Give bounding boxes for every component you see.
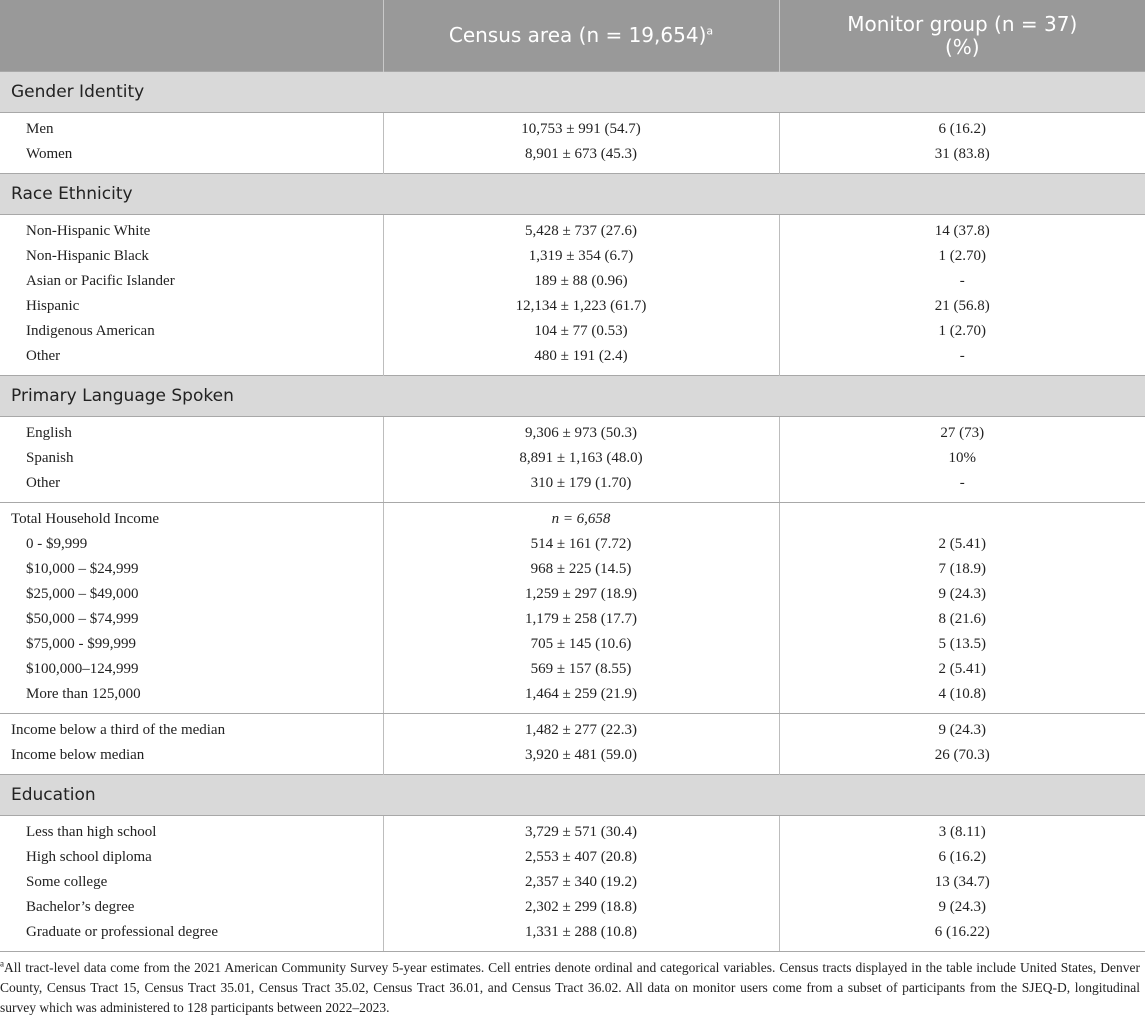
monitor-value: 27 (73) bbox=[940, 425, 985, 441]
monitor-value: 2 (5.41) bbox=[938, 536, 986, 552]
table-row bbox=[0, 895, 1145, 920]
table-row bbox=[0, 417, 1145, 447]
census-value: 1,331 ± 288 (10.8) bbox=[383, 920, 779, 952]
table-row bbox=[0, 215, 1145, 245]
monitor-value: 21 (56.8) bbox=[934, 298, 990, 314]
monitor-value: - bbox=[959, 348, 965, 364]
monitor-value: 6 (16.2) bbox=[938, 121, 986, 137]
row-label: Spanish bbox=[0, 446, 383, 471]
row-label: Income below median bbox=[0, 743, 383, 775]
footnote-text: All tract-level data come from the 2021 American Community Survey 5-year estimates. Cell entries denote ordinal and categorical variables. Census tracts displayed in the table include United States, Denver County, Census Tract 15, Census Tract 35.01, Census Tract 35.02, Census Tract 36.01, and Census Tract 36.02. All data on monitor users come from a subset of participants from the SJEQ-D, longitudinal survey which was administered to 128 participants between 2022–2023. bbox=[0, 960, 1140, 1015]
monitor-value: 10% bbox=[948, 450, 976, 466]
row-label: $50,000 – $74,999 bbox=[0, 607, 383, 632]
table-row bbox=[0, 244, 1145, 269]
table-row bbox=[0, 607, 1145, 632]
header-variable bbox=[0, 0, 383, 72]
census-value: 2,357 ± 340 (19.2) bbox=[383, 870, 779, 895]
census-value: 1,319 ± 354 (6.7) bbox=[383, 244, 779, 269]
monitor-value: 9 (24.3) bbox=[938, 722, 986, 738]
census-value: 3,920 ± 481 (59.0) bbox=[383, 743, 779, 775]
monitor-value: - bbox=[959, 273, 965, 289]
census-value: 310 ± 179 (1.70) bbox=[383, 471, 779, 503]
row-label: More than 125,000 bbox=[0, 682, 383, 714]
section-title: Primary Language Spoken bbox=[0, 376, 1145, 417]
census-value: 12,134 ± 1,223 (61.7) bbox=[383, 294, 779, 319]
header-census-label: Census area (n = 19,654) bbox=[448, 23, 707, 47]
census-value: 968 ± 225 (14.5) bbox=[383, 557, 779, 582]
census-value: 8,891 ± 1,163 (48.0) bbox=[383, 446, 779, 471]
table-row bbox=[0, 471, 1145, 503]
monitor-value: 2 (5.41) bbox=[938, 661, 986, 677]
row-label: Men bbox=[0, 113, 383, 143]
header-monitor-unit: (%) bbox=[944, 34, 980, 59]
census-value: 2,302 ± 299 (18.8) bbox=[383, 895, 779, 920]
row-label: Other bbox=[0, 344, 383, 376]
census-value: 9,306 ± 973 (50.3) bbox=[383, 417, 779, 447]
table-row bbox=[0, 845, 1145, 870]
table-row bbox=[0, 657, 1145, 682]
row-label: $75,000 - $99,999 bbox=[0, 632, 383, 657]
footnote-marker: a bbox=[706, 24, 714, 38]
row-label: Indigenous American bbox=[0, 319, 383, 344]
census-value: 1,179 ± 258 (17.7) bbox=[383, 607, 779, 632]
income-monitor-blank bbox=[779, 503, 1145, 533]
income-header-row bbox=[0, 503, 1145, 533]
monitor-value: 6 (16.2) bbox=[938, 849, 986, 865]
header-monitor-group bbox=[779, 0, 1145, 72]
row-label: Less than high school bbox=[0, 816, 383, 846]
monitor-value: 26 (70.3) bbox=[934, 747, 990, 763]
monitor-value: 1 (2.70) bbox=[938, 323, 986, 339]
row-label: Women bbox=[0, 142, 383, 174]
section-header-race bbox=[0, 174, 1145, 215]
table-row bbox=[0, 632, 1145, 657]
row-label: Bachelor’s degree bbox=[0, 895, 383, 920]
census-value: 480 ± 191 (2.4) bbox=[383, 344, 779, 376]
table-row bbox=[0, 532, 1145, 557]
table-row bbox=[0, 269, 1145, 294]
income-sample-size: n = 6,658 bbox=[383, 503, 779, 533]
row-label: Income below a third of the median bbox=[0, 714, 383, 744]
row-label: $100,000–124,999 bbox=[0, 657, 383, 682]
monitor-value: 5 (13.5) bbox=[938, 636, 986, 652]
table-row bbox=[0, 113, 1145, 143]
census-value: 2,553 ± 407 (20.8) bbox=[383, 845, 779, 870]
census-value: 1,482 ± 277 (22.3) bbox=[383, 714, 779, 744]
table-row bbox=[0, 870, 1145, 895]
monitor-value: 9 (24.3) bbox=[938, 899, 986, 915]
row-label: Graduate or professional degree bbox=[0, 920, 383, 952]
table-header-row bbox=[0, 0, 1145, 72]
table-row bbox=[0, 816, 1145, 846]
census-value: 8,901 ± 673 (45.3) bbox=[383, 142, 779, 174]
census-value: 1,259 ± 297 (18.9) bbox=[383, 582, 779, 607]
table-footnote bbox=[0, 958, 1140, 1018]
census-value: 514 ± 161 (7.72) bbox=[383, 532, 779, 557]
census-value: 1,464 ± 259 (21.9) bbox=[383, 682, 779, 714]
census-value: 705 ± 145 (10.6) bbox=[383, 632, 779, 657]
table-row bbox=[0, 557, 1145, 582]
row-label: English bbox=[0, 417, 383, 447]
monitor-value: 1 (2.70) bbox=[938, 248, 986, 264]
table-row bbox=[0, 142, 1145, 174]
monitor-value: - bbox=[779, 471, 1145, 503]
monitor-value: 14 (37.8) bbox=[934, 223, 990, 239]
table-row bbox=[0, 682, 1145, 714]
monitor-value: 7 (18.9) bbox=[938, 561, 986, 577]
row-label: Non-Hispanic Black bbox=[0, 244, 383, 269]
row-label: 0 - $9,999 bbox=[0, 532, 383, 557]
table-row bbox=[0, 582, 1145, 607]
census-value: 189 ± 88 (0.96) bbox=[383, 269, 779, 294]
row-label: Some college bbox=[0, 870, 383, 895]
monitor-value: 6 (16.22) bbox=[779, 920, 1145, 952]
table-row bbox=[0, 294, 1145, 319]
row-label: Hispanic bbox=[0, 294, 383, 319]
table-row bbox=[0, 344, 1145, 376]
section-title: Race Ethnicity bbox=[0, 174, 1145, 215]
row-label: Non-Hispanic White bbox=[0, 215, 383, 245]
census-value: 104 ± 77 (0.53) bbox=[383, 319, 779, 344]
table-row bbox=[0, 446, 1145, 471]
monitor-value: 13 (34.7) bbox=[934, 874, 990, 890]
table-row bbox=[0, 714, 1145, 744]
monitor-value: 8 (21.6) bbox=[938, 611, 986, 627]
census-value: 569 ± 157 (8.55) bbox=[383, 657, 779, 682]
section-header-language bbox=[0, 376, 1145, 417]
header-census-area bbox=[383, 0, 779, 72]
header-monitor-label: Monitor group (n = 37) bbox=[847, 11, 1078, 36]
row-label: Asian or Pacific Islander bbox=[0, 269, 383, 294]
row-label: $10,000 – $24,999 bbox=[0, 557, 383, 582]
census-value: 3,729 ± 571 (30.4) bbox=[383, 816, 779, 846]
section-title: Education bbox=[0, 775, 1145, 816]
row-label: High school diploma bbox=[0, 845, 383, 870]
census-value: 5,428 ± 737 (27.6) bbox=[383, 215, 779, 245]
census-value: 10,753 ± 991 (54.7) bbox=[383, 113, 779, 143]
section-title: Gender Identity bbox=[0, 72, 1145, 113]
monitor-value: 3 (8.11) bbox=[938, 824, 986, 840]
income-title: Total Household Income bbox=[0, 503, 383, 533]
monitor-value: 9 (24.3) bbox=[938, 586, 986, 602]
row-label: $25,000 – $49,000 bbox=[0, 582, 383, 607]
table-row bbox=[0, 743, 1145, 775]
section-header-education bbox=[0, 775, 1145, 816]
section-header-gender bbox=[0, 72, 1145, 113]
row-label: Other bbox=[0, 471, 383, 503]
monitor-value: 4 (10.8) bbox=[779, 682, 1145, 714]
footnote-marker: a bbox=[0, 958, 4, 969]
table-row bbox=[0, 920, 1145, 952]
table-row bbox=[0, 319, 1145, 344]
monitor-value: 31 (83.8) bbox=[934, 146, 990, 162]
